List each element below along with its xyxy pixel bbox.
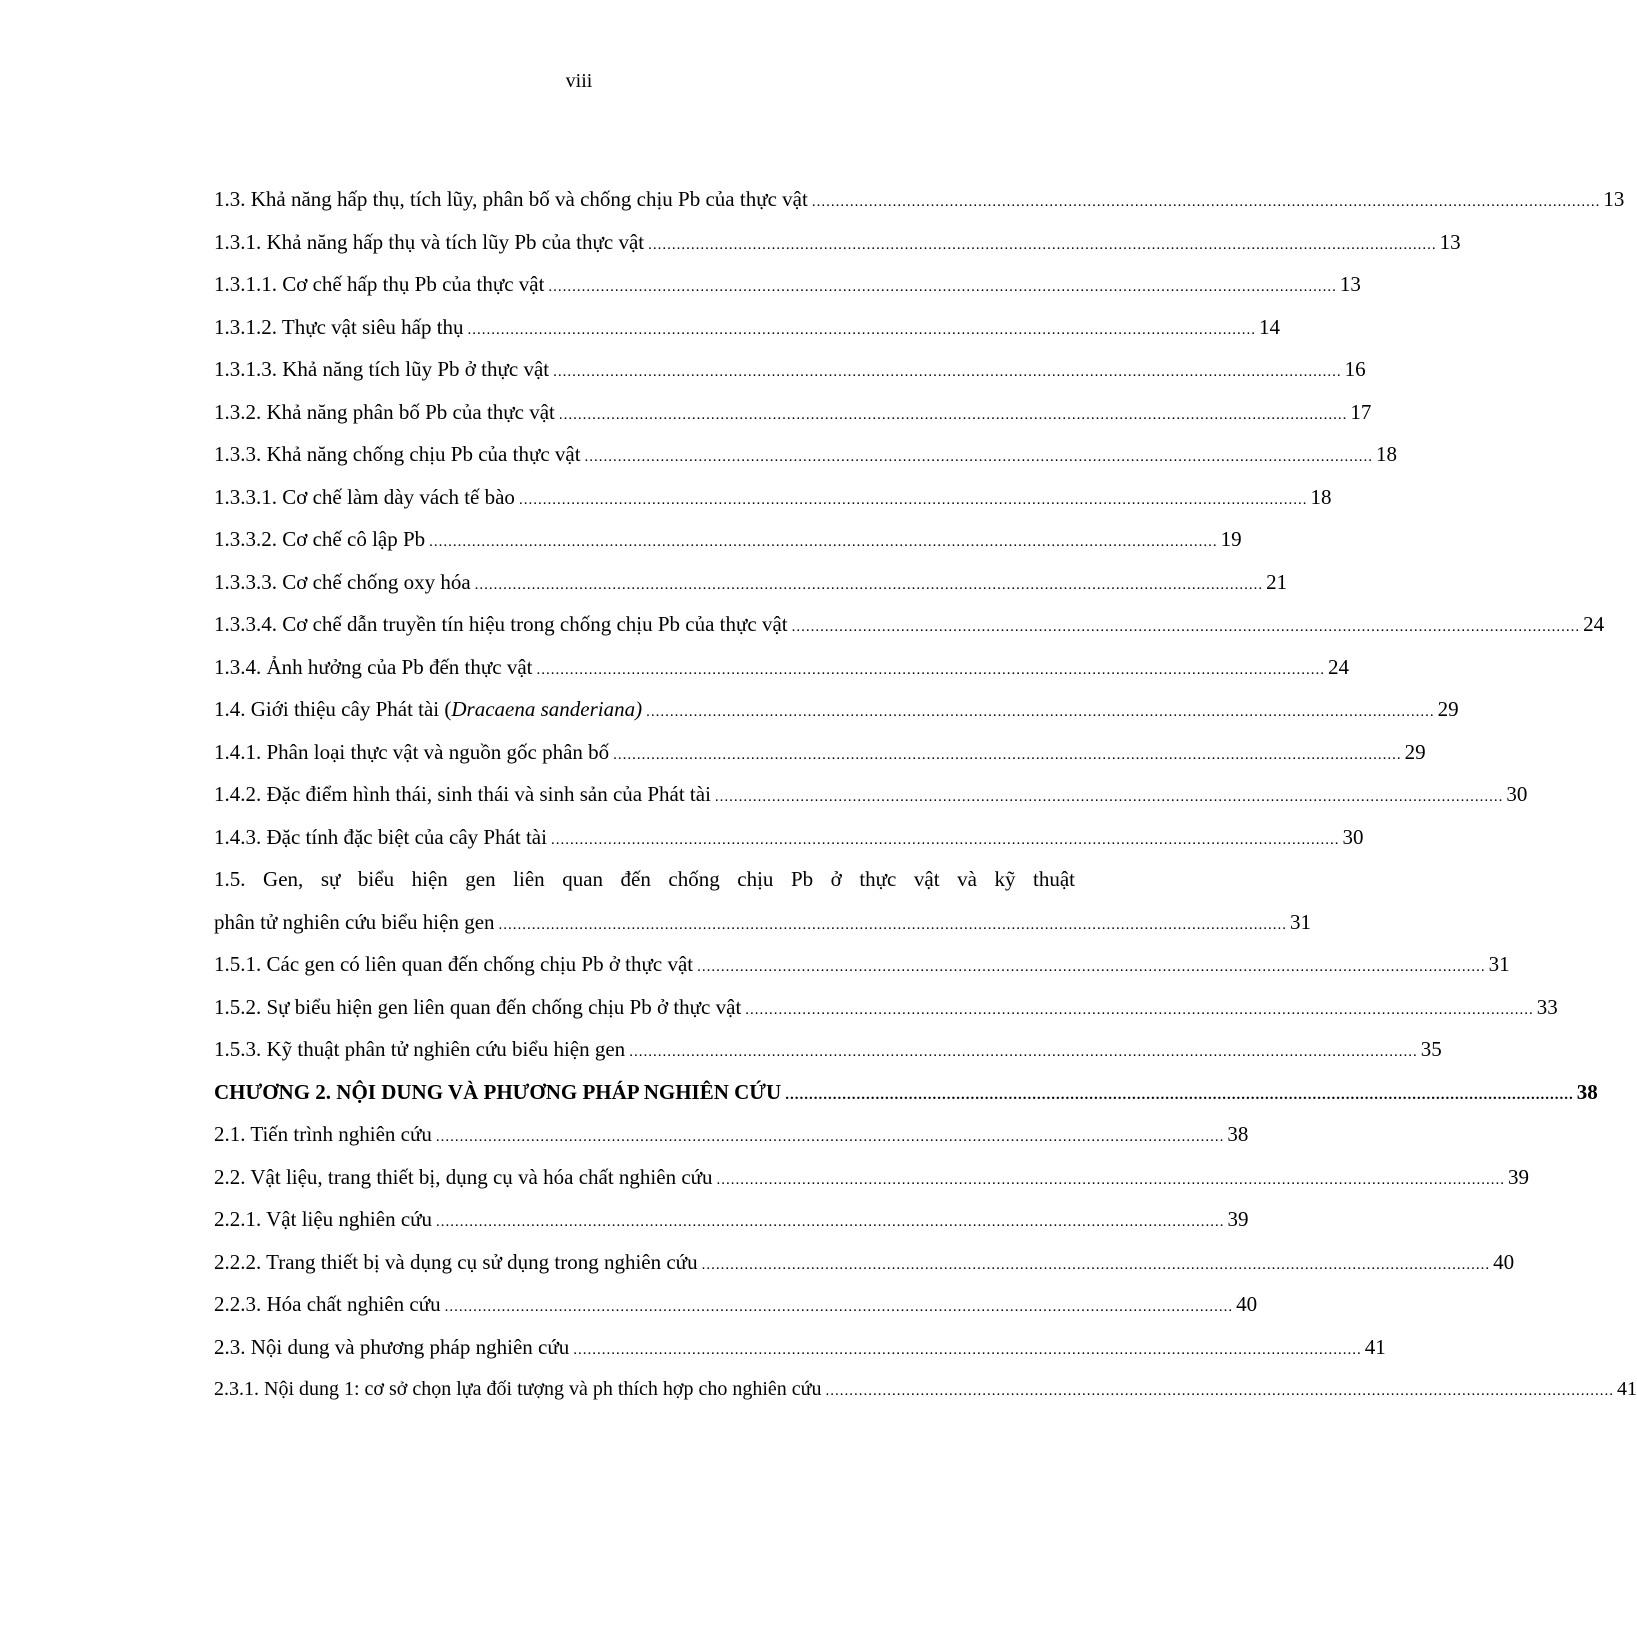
toc-page-number: 13 bbox=[1339, 272, 1361, 296]
dot-leader: ...................................................................................................................................................................... bbox=[714, 789, 1504, 805]
toc-entry-1-3-3-3 bbox=[214, 561, 1288, 604]
toc-page-number: 18 bbox=[1376, 442, 1398, 466]
toc-label: 2.3. Nội dung và phương pháp nghiên cứu bbox=[214, 1334, 570, 1359]
toc-entry-1-3-3-1 bbox=[214, 476, 1332, 519]
toc-page-number: 13 bbox=[1439, 229, 1461, 254]
dot-leader: ...................................................................................................................................................................... bbox=[785, 1086, 1574, 1103]
toc-label-line1: 1.5. Gen, sự biểu hiện gen liên quan đến chống chịu Pb ở thực vật và kỹ thuật bbox=[214, 867, 1075, 891]
toc-page-number: 29 bbox=[1437, 697, 1459, 721]
toc-entry-1-3-3-4 bbox=[214, 603, 1605, 646]
toc-label bbox=[214, 688, 642, 731]
toc-page-number: 38 bbox=[1227, 1122, 1249, 1146]
toc-entry-1-3-2 bbox=[214, 391, 1372, 434]
toc-page-number: 39 bbox=[1227, 1207, 1249, 1231]
toc-label-prefix: 1.4. Giới thiệu cây Phát tài ( bbox=[214, 697, 452, 721]
toc-label: 2.2. Vật liệu, trang thiết bị, dụng cụ và hóa chất nghiên cứu bbox=[214, 1164, 713, 1189]
dot-leader: ...................................................................................................................................................................... bbox=[646, 704, 1435, 720]
dot-leader: ...................................................................................................................................................................... bbox=[548, 279, 1337, 295]
toc-entry-1-5-3 bbox=[214, 1028, 1442, 1071]
toc-label: 1.4.2. Đặc điểm hình thái, sinh thái và sinh sản của Phát tài bbox=[214, 782, 711, 806]
toc-entry-1-3-1-2 bbox=[214, 306, 1281, 349]
dot-leader: ...................................................................................................................................................................... bbox=[558, 406, 1348, 423]
dot-leader: ...................................................................................................................................................................... bbox=[550, 831, 1340, 848]
toc-label: 2.2.1. Vật liệu nghiên cứu bbox=[214, 1207, 433, 1231]
table-of-contents bbox=[214, 178, 1637, 1411]
dot-leader: ...................................................................................................................................................................... bbox=[436, 1214, 1225, 1230]
toc-entry-1-3-3 bbox=[214, 433, 1398, 476]
toc-entry-1-5 bbox=[214, 901, 1312, 944]
toc-page-number: 38 bbox=[1576, 1079, 1598, 1104]
toc-label: 1.3.2. Khả năng phân bố Pb của thực vật bbox=[214, 399, 555, 424]
toc-entry-1-3 bbox=[214, 178, 1625, 221]
toc-entry-1-5-1 bbox=[214, 943, 1510, 986]
toc-label: 2.1. Tiến trình nghiên cứu bbox=[214, 1122, 432, 1146]
toc-label: 1.4.1. Phân loại thực vật và nguồn gốc phân bố bbox=[214, 739, 610, 764]
toc-page-number: 30 bbox=[1506, 782, 1528, 806]
toc-page-number: 33 bbox=[1536, 994, 1558, 1019]
toc-entry-1-3-1-3 bbox=[214, 348, 1366, 391]
dot-leader: ...................................................................................................................................................................... bbox=[435, 1129, 1225, 1145]
toc-label: 1.3.1.2. Thực vật siêu hấp thụ bbox=[214, 314, 464, 339]
toc-label: 1.3.3.3. Cơ chế chống oxy hóa bbox=[214, 569, 471, 594]
toc-page-number: 14 bbox=[1259, 314, 1281, 339]
toc-page-number: 16 bbox=[1344, 357, 1366, 381]
toc-page-number: 39 bbox=[1508, 1164, 1530, 1189]
toc-page-number: 21 bbox=[1266, 569, 1288, 594]
toc-entry-2-2-2 bbox=[214, 1241, 1515, 1284]
toc-page-number: 31 bbox=[1290, 909, 1312, 934]
dot-leader: ...................................................................................................................................................................... bbox=[811, 194, 1601, 210]
toc-page-number: 29 bbox=[1404, 739, 1426, 764]
toc-entry-1-5-line1 bbox=[214, 858, 1075, 901]
toc-label: 1.3.3.2. Cơ chế cô lập Pb bbox=[214, 527, 426, 551]
dot-leader: ...................................................................................................................................................................... bbox=[518, 491, 1308, 508]
toc-page-number: 24 bbox=[1583, 612, 1605, 636]
dot-leader: ...................................................................................................................................................................... bbox=[444, 1299, 1234, 1315]
toc-label: 1.3.1.3. Khả năng tích lũy Pb ở thực vật bbox=[214, 357, 550, 381]
toc-label: 2.3.1. Nội dung 1: cơ sở chọn lựa đối tượng và ph thích hợp cho nghiên cứu bbox=[214, 1378, 822, 1400]
toc-entry-1-4-2 bbox=[214, 773, 1528, 816]
toc-entry-2-3 bbox=[214, 1326, 1386, 1369]
toc-label-species: Dracaena sanderiana) bbox=[451, 697, 643, 721]
toc-label: 2.2.3. Hóa chất nghiên cứu bbox=[214, 1292, 441, 1316]
toc-label: 2.2.2. Trang thiết bị và dụng cụ sử dụng trong nghiên cứu bbox=[214, 1249, 698, 1274]
dot-leader: ...................................................................................................................................................................... bbox=[613, 746, 1402, 763]
toc-entry-1-4-3 bbox=[214, 816, 1364, 859]
toc-page-number: 40 bbox=[1236, 1292, 1258, 1316]
toc-entry-1-3-3-2 bbox=[214, 518, 1242, 561]
dot-leader: ...................................................................................................................................................................... bbox=[701, 1256, 1491, 1273]
dot-leader: ...................................................................................................................................................................... bbox=[745, 1001, 1534, 1018]
dot-leader: ...................................................................................................................................................................... bbox=[584, 449, 1374, 465]
dot-leader: ...................................................................................................................................................................... bbox=[648, 236, 1437, 253]
toc-page-number: 41 bbox=[1617, 1378, 1637, 1400]
toc-label: 1.5.1. Các gen có liên quan đến chống chịu Pb ở thực vật bbox=[214, 952, 694, 976]
toc-entry-1-5-2 bbox=[214, 986, 1558, 1029]
dot-leader: ...................................................................................................................................................................... bbox=[553, 364, 1342, 380]
toc-entry-chapter-2 bbox=[214, 1071, 1598, 1114]
toc-label: 1.3.4. Ảnh hưởng của Pb đến thực vật bbox=[214, 654, 533, 679]
dot-leader: ...................................................................................................................................................................... bbox=[536, 661, 1325, 678]
toc-label: 1.4.3. Đặc tính đặc biệt của cây Phát tài bbox=[214, 824, 547, 849]
toc-entry-1-3-4 bbox=[214, 646, 1349, 689]
dot-leader: ...................................................................................................................................................................... bbox=[498, 916, 1288, 933]
toc-page-number: 18 bbox=[1310, 484, 1332, 509]
toc-label: phân tử nghiên cứu biểu hiện gen bbox=[214, 909, 495, 934]
toc-label: 1.3.3.1. Cơ chế làm dày vách tế bào bbox=[214, 484, 515, 509]
toc-page-number: 24 bbox=[1328, 654, 1349, 679]
toc-label: 1.3.1. Khả năng hấp thụ và tích lũy Pb của thực vật bbox=[214, 229, 645, 254]
dot-leader: ...................................................................................................................................................................... bbox=[697, 959, 1486, 975]
toc-entry-1-3-1-1 bbox=[214, 263, 1361, 306]
toc-entry-1-3-1 bbox=[214, 221, 1461, 264]
toc-label: 1.3.3. Khả năng chống chịu Pb của thực vật bbox=[214, 442, 581, 466]
dot-leader: ...................................................................................................................................................................... bbox=[573, 1341, 1362, 1358]
toc-label: 1.5.3. Kỹ thuật phân tử nghiên cứu biểu hiện gen bbox=[214, 1037, 626, 1061]
toc-label: 1.5.2. Sự biểu hiện gen liên quan đến chống chịu Pb ở thực vật bbox=[214, 994, 742, 1019]
dot-leader: ...................................................................................................................................................................... bbox=[429, 534, 1218, 550]
dot-leader: ...................................................................................................................................................................... bbox=[791, 619, 1581, 635]
toc-entry-2-2-3 bbox=[214, 1283, 1258, 1326]
page-number: viii bbox=[565, 70, 593, 92]
toc-label: 1.3.1.1. Cơ chế hấp thụ Pb của thực vật bbox=[214, 272, 545, 296]
toc-label: 1.3. Khả năng hấp thụ, tích lũy, phân bố và chống chịu Pb của thực vật bbox=[214, 187, 808, 211]
toc-entry-2-3-1 bbox=[214, 1368, 1637, 1411]
toc-page-number: 17 bbox=[1350, 399, 1372, 424]
toc-page-number: 40 bbox=[1493, 1249, 1515, 1274]
toc-entry-2-2-1 bbox=[214, 1198, 1249, 1241]
dot-leader: ...................................................................................................................................................................... bbox=[467, 321, 1257, 338]
toc-chapter-label: CHƯƠNG 2. NỘI DUNG VÀ PHƯƠNG PHÁP NGHIÊN CỨU bbox=[214, 1079, 782, 1104]
toc-entry-2-2 bbox=[214, 1156, 1530, 1199]
toc-label: 1.3.3.4. Cơ chế dẫn truyền tín hiệu trong chống chịu Pb của thực vật bbox=[214, 612, 788, 636]
dot-leader: ...................................................................................................................................................................... bbox=[629, 1044, 1418, 1060]
dot-leader: ...................................................................................................................................................................... bbox=[825, 1383, 1615, 1399]
toc-entry-1-4 bbox=[214, 688, 1459, 731]
dot-leader: ...................................................................................................................................................................... bbox=[716, 1171, 1506, 1188]
toc-page-number: 35 bbox=[1420, 1037, 1442, 1061]
dot-leader: ...................................................................................................................................................................... bbox=[474, 576, 1264, 593]
toc-page-number: 19 bbox=[1220, 527, 1242, 551]
toc-page-number: 31 bbox=[1488, 952, 1510, 976]
toc-page-number: 13 bbox=[1603, 187, 1625, 211]
toc-page-number: 30 bbox=[1342, 824, 1364, 849]
toc-entry-1-4-1 bbox=[214, 731, 1426, 774]
toc-entry-2-1 bbox=[214, 1113, 1249, 1156]
toc-page-number: 41 bbox=[1364, 1334, 1386, 1359]
